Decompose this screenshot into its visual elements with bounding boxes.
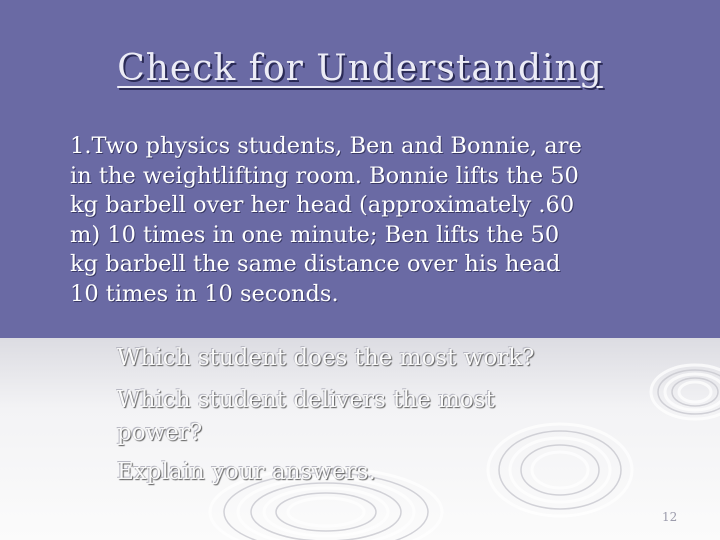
question-text: [70, 132, 690, 309]
sub-question-work: Which student does the most work?: [117, 345, 535, 371]
sub-question-power-continued: power?: [117, 420, 203, 446]
question-line: 1.Two physics students, Ben and Bonnie, are: [70, 133, 582, 159]
sub-question-power: Which student delivers the most: [117, 387, 495, 413]
question-line: kg barbell the same distance over his head: [70, 251, 561, 277]
page-number: 12: [662, 510, 678, 524]
question-line: 10 times in 10 seconds.: [70, 280, 339, 307]
question-line: in the weightlifting room. Bonnie lifts the 50: [70, 162, 579, 189]
sub-question-explain: Explain your answers.: [117, 459, 376, 485]
question-line: kg barbell over her head (approximately .60: [70, 192, 575, 218]
question-line: m) 10 times in one minute; Ben lifts the 50: [70, 221, 560, 248]
slide-title: Check for Understanding: [117, 48, 603, 89]
